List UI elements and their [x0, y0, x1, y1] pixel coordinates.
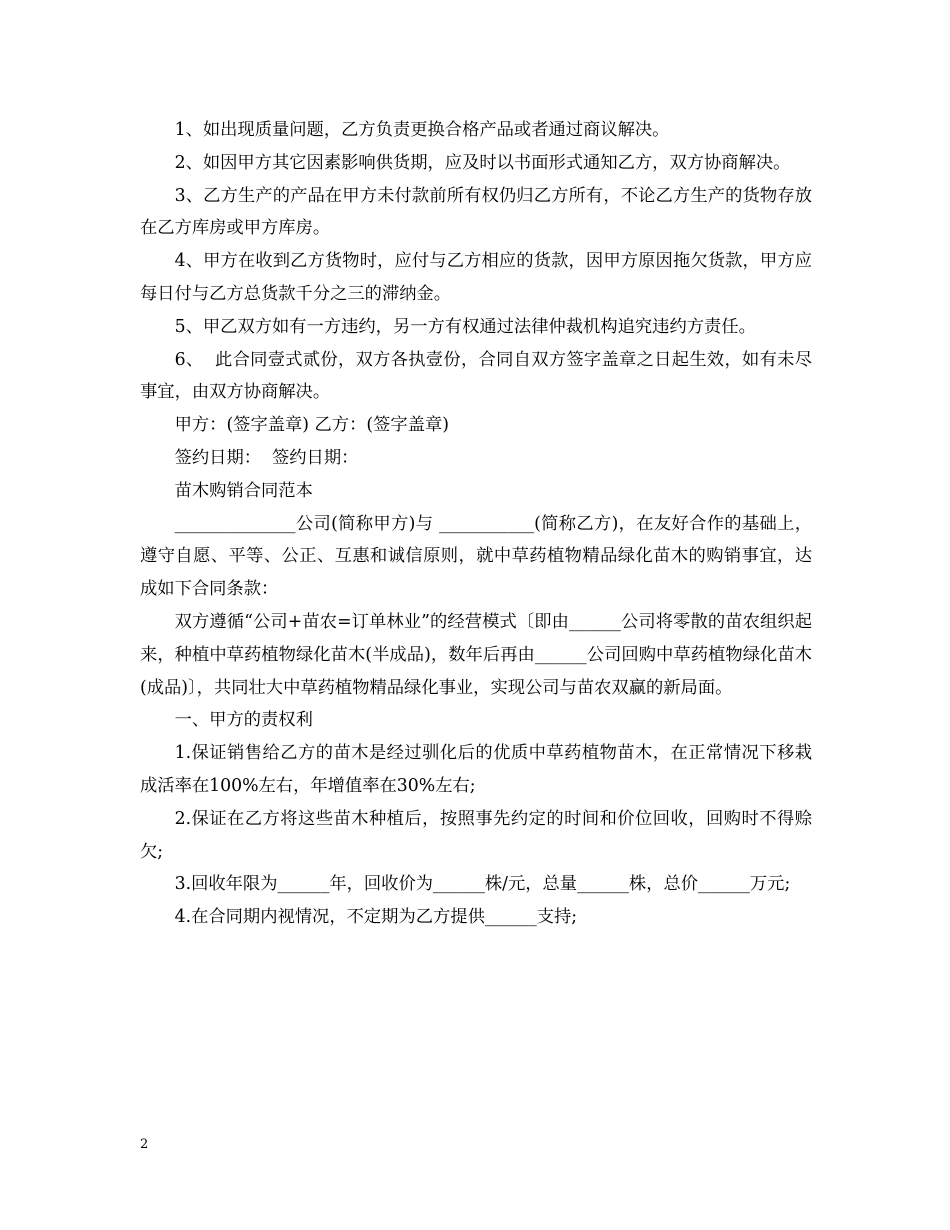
party-a-item-4: 4.在合同期内视情况，不定期为乙方提供______支持;: [174, 907, 578, 928]
signature-line: 甲方：(签字盖章) 乙方：(签字盖章): [174, 415, 449, 436]
clause-copies: 6、 此合同壹式贰份，双方各执壹份，合同自双方签字盖章之日起生效，如有未尽事宜，由双方协商解决。: [140, 349, 812, 403]
clause-breach: 5、甲乙双方如有一方违约，另一方有权通过法律仲裁机构追究违约方责任。: [174, 316, 756, 337]
party-a-item-2: 2.保证在乙方将这些苗木种植后，按照事先约定的时间和价位回收，回购时不得赊欠;: [140, 808, 812, 862]
page-number: 2: [140, 1137, 149, 1152]
clause-quality: 1、如出现质量问题，乙方负责更换合格产品或者通过商议解决。: [174, 120, 670, 140]
party-a-heading: 一、甲方的责权利: [174, 710, 313, 731]
section-title: 苗木购销合同范本: [174, 480, 313, 501]
parties-intro: ______________公司(简称甲方)与 ___________(简称乙方)，在友好合作的基础上，遵守自愿、平等、公正、互惠和诚信原则，就中草药植物精品绿化苗木的购销事宜，达成如下合同条款：: [140, 513, 812, 600]
clause-ownership: 3、乙方生产的产品在甲方未付款前所有权仍归乙方所有，不论乙方生产的货物存放在乙方库房或甲方库房。: [140, 185, 812, 239]
signing-date-line: 签约日期： 签约日期：: [174, 447, 359, 468]
business-model: 双方遵循“公司+苗农=订单林业”的经营模式〔即由______公司将零散的苗农组织起来，种植中草药植物绿化苗木(半成品)，数年后再由______公司回购中草药植物绿化苗木(成品)〕，共同壮大中草药植物精品绿化事业，实现公司与苗农双赢的新局面。: [140, 611, 812, 698]
party-a-item-3: 3.回收年限为______年，回收价为______株/元，总量______株，总价______万元;: [174, 874, 791, 895]
document-body: [140, 114, 812, 934]
party-a-item-1: 1.保证销售给乙方的苗木是经过驯化后的优质中草药植物苗木，在正常情况下移栽成活率在100%左右，年增值率在30%左右;: [140, 743, 812, 796]
clause-payment: 4、甲方在收到乙方货物时，应付与乙方相应的货款，因甲方原因拖欠货款，甲方应每日付与乙方总货款千分之三的滞纳金。: [140, 251, 812, 304]
clause-delivery: 2、如因甲方其它因素影响供货期，应及时以书面形式通知乙方，双方协商解决。: [174, 152, 791, 173]
